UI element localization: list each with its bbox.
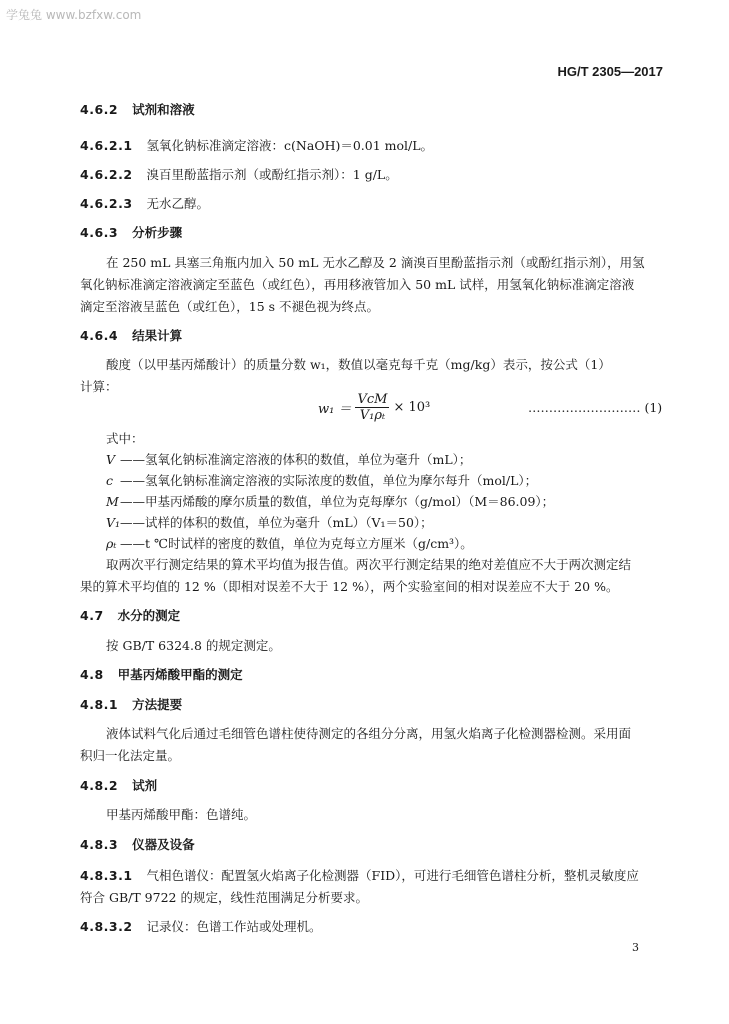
section-title: 分析步骤 [132,225,183,240]
clause-4-6-2-1 [80,136,433,154]
clause-number: 4.6.2.2 [80,167,133,182]
clause-4-8-3-2 [80,917,322,935]
formula-rhs: × 10³ [393,400,431,415]
watermark: 学兔兔 www.bzfxw.com [6,8,142,22]
clause-text: 无水乙醇。 [146,196,210,211]
paragraph-line: 酸度（以甲基丙烯酸计）的质量分数 w₁，数值以毫克每千克（mg/kg）表示，按公式（1） [106,357,611,372]
paragraph-line: 甲基丙烯酸甲酯：色谱纯。 [106,807,257,822]
definition-text: ——氢氧化钠标准滴定溶液的体积的数值，单位为毫升（mL）； [120,452,472,467]
definition-item [106,492,554,510]
section-number: 4.8.1 [80,697,119,712]
section-title: 甲基丙烯酸甲酯的测定 [117,667,243,682]
clause-text: 氢氧化钠标准滴定溶液：c(NaOH)＝0.01 mol/L。 [146,138,434,153]
paragraph-line: 果的算术平均值的 12 %（即相对误差不大于 12 %），两个实验室间的相对误差应不大于 20 %。 [80,579,619,594]
where-label: 式中： [106,431,144,446]
section-heading-4-8-3 [80,835,195,853]
paragraph-line: 按 GB/T 6324.8 的规定测定。 [106,638,281,653]
section-heading-4-8-1 [80,695,182,713]
definition-symbol: ρₜ [106,536,117,551]
section-heading-4-6-4 [80,326,182,344]
paragraph-line: 滴定至溶液呈蓝色（或红色），15 s 不褪色视为终点。 [80,299,380,314]
section-heading-4-6-2 [80,100,195,118]
clause-number: 4.8.3.1 [80,868,133,883]
section-heading-4-8 [80,665,243,683]
definition-item [106,450,471,468]
definition-text: ——t ℃时试样的密度的数值，单位为克每立方厘米（g/cm³）。 [120,536,473,551]
clause-4-6-2-2 [80,165,398,183]
section-number: 4.6.4 [80,328,119,343]
formula-denominator: V₁ρₜ [359,408,386,423]
clause-text: 气相色谱仪：配置氢火焰离子化检测器（FID），可进行毛细管色谱柱分析，整机灵敏度应 [146,868,639,883]
paragraph-line: 计算： [80,379,118,394]
paragraph-line: 氧化钠标准滴定溶液滴定至蓝色（或红色），再用移液管加入 50 mL 试样，用氢氧化钠标准滴定溶液 [80,277,635,292]
equation-number: ……………………… (1) [528,400,663,415]
section-number: 4.7 [80,608,104,623]
section-title: 水分的测定 [117,608,181,623]
section-number: 4.8 [80,667,104,682]
section-title: 方法提要 [132,697,183,712]
section-title: 试剂 [132,778,158,793]
definition-symbol: M [106,494,119,509]
definition-symbol: V [106,452,116,467]
paragraph-line: 取两次平行测定结果的算术平均值为报告值。两次平行测定结果的绝对差值应不大于两次测定结 [106,557,632,572]
section-title: 结果计算 [132,328,183,343]
section-number: 4.8.2 [80,778,119,793]
section-number: 4.6.3 [80,225,119,240]
clause-text: 溴百里酚蓝指示剂（或酚红指示剂）：1 g/L。 [146,167,398,182]
section-heading-4-7 [80,606,180,624]
section-number: 4.6.2 [80,102,119,117]
definition-item [106,534,473,552]
formula-numerator: VcM [357,392,388,407]
definition-text: ——试样的体积的数值，单位为毫升（mL）（V₁＝50）； [120,515,433,530]
section-heading-4-8-2 [80,776,157,794]
formula-fraction [355,392,389,423]
formula-lhs: w₁ ＝ [318,402,352,417]
section-title: 仪器及设备 [132,837,195,852]
clause-number: 4.8.3.2 [80,919,133,934]
definition-symbol: c [106,473,114,488]
definition-symbol: V₁ [106,515,121,530]
clause-4-6-2-3 [80,194,209,212]
definition-text: ——甲基丙烯酸的摩尔质量的数值，单位为克每摩尔（g/mol）（M＝86.09）； [120,494,555,509]
standard-code: HG/T 2305—2017 [557,64,663,79]
clause-number: 4.6.2.3 [80,196,133,211]
formula-1 [318,392,430,423]
clause-text: 记录仪：色谱工作站或处理机。 [146,919,322,934]
paragraph-line: 符合 GB/T 9722 的规定，线性范围满足分析要求。 [80,890,368,905]
page-number: 3 [632,941,639,954]
section-title: 试剂和溶液 [132,102,195,117]
definition-item [106,513,433,531]
clause-number: 4.6.2.1 [80,138,133,153]
section-heading-4-6-3 [80,223,182,241]
definition-item [106,471,537,489]
clause-4-8-3-1 [80,866,639,884]
paragraph-line: 在 250 mL 具塞三角瓶内加入 50 mL 无水乙醇及 2 滴溴百里酚蓝指示剂（或酚红指示剂），用氢 [106,255,645,270]
paragraph-line: 液体试料气化后通过毛细管色谱柱使待测定的各组分分离，用氢火焰离子化检测器检测。采用面 [106,726,632,741]
section-number: 4.8.3 [80,837,119,852]
definition-text: ——氢氧化钠标准滴定溶液的实际浓度的数值，单位为摩尔每升（mol/L）； [120,473,538,488]
paragraph-line: 积归一化法定量。 [80,748,181,763]
